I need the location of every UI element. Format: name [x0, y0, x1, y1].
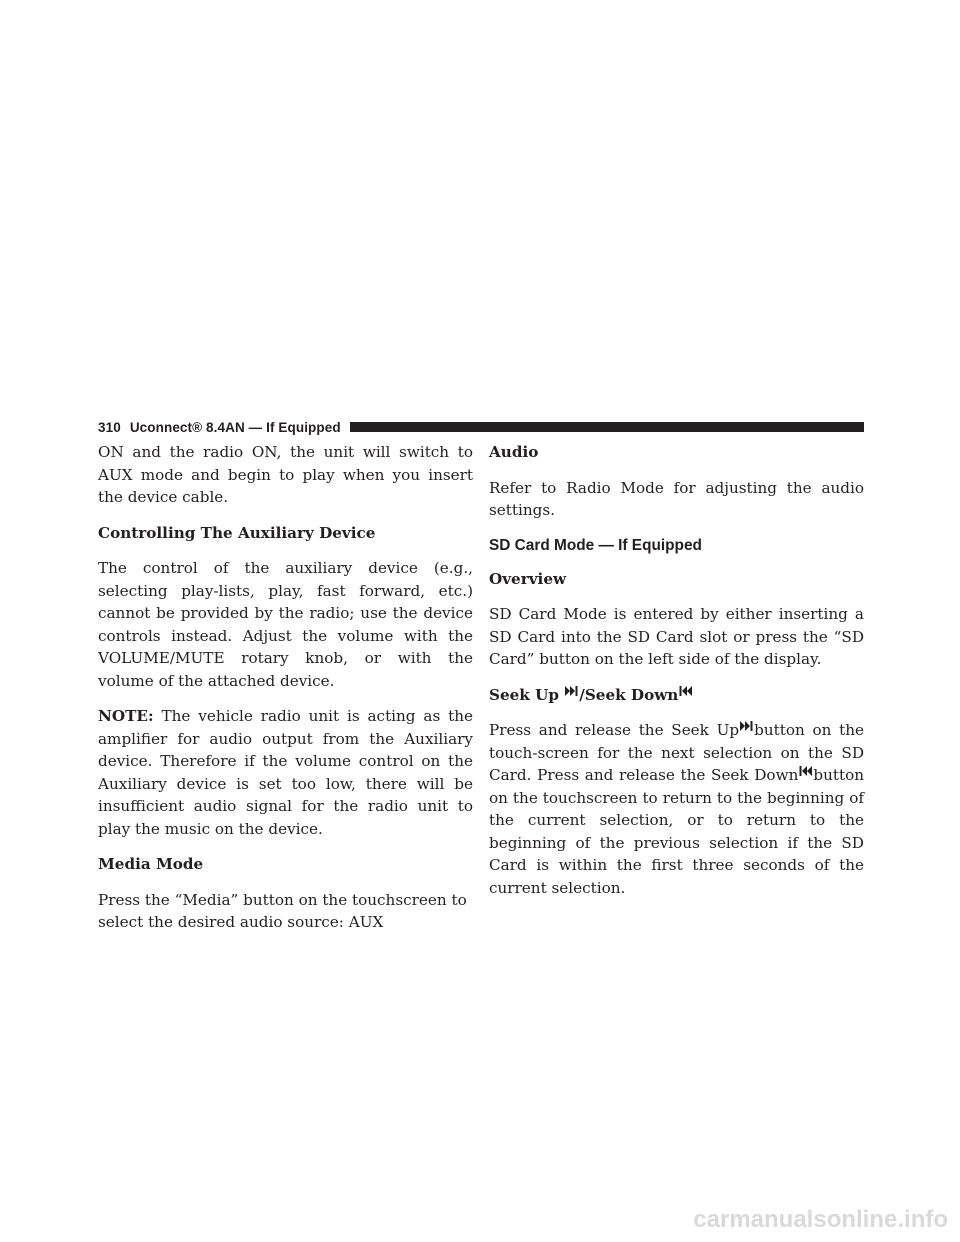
chapter-title: Uconnect® 8.4AN — If Equipped: [129, 419, 341, 435]
media-mode-paragraph: Press the “Media” button on the touchscreen to select the desired audio source: AUX: [98, 890, 467, 931]
seek-down-icon: [799, 766, 812, 776]
seek-up-label: Seek Up: [489, 685, 559, 704]
audio-heading: Audio: [489, 443, 539, 461]
seek-text-3: button on the touchscreen to return to the beginning of the current selection, or to return to the beginning of the previous selection if the SD Card is within the first three seconds of the current selection.: [489, 766, 864, 897]
page-header: [98, 418, 864, 436]
overview-heading: Overview: [489, 569, 567, 588]
controlling-heading: Controlling The Auxiliary Device: [98, 523, 376, 542]
controlling-paragraph: The control of the auxiliary device (e.g., selecting play-lists, play, fast forward, etc.) cannot be provided by the radio; use the device controls instead. Adjust the volume with the VOLUME/MUTE rotary knob, or with the volume of the attached device.: [98, 559, 473, 690]
seek-down-icon: [679, 686, 692, 696]
seek-paragraph: [489, 719, 864, 899]
sd-card-section-title: SD Card Mode — If Equipped: [489, 536, 702, 554]
page-number: 310: [98, 419, 121, 435]
seek-up-icon: [740, 721, 753, 731]
seek-heading: [489, 684, 864, 707]
seek-text-2: button on the touch-screen for the next selection on the SD Card. Press and release the Seek Down: [489, 721, 864, 784]
overview-paragraph: SD Card Mode is entered by either inserting a SD Card into the SD Card slot or press the “SD Card” button on the left side of the display.: [489, 605, 864, 668]
note-body: The vehicle radio unit is acting as the amplifier for audio output from the Auxiliary device. Therefore if the volume control on the Auxiliary device is set too low, there will be insufficient audio signal for the radio unit to play the music on the device.: [98, 707, 473, 838]
header-rule: [350, 422, 864, 432]
watermark: carmanualsonline.info: [693, 1206, 948, 1233]
seek-text-1: Press and release the Seek Up: [489, 721, 740, 739]
media-mode-heading: Media Mode: [98, 855, 204, 873]
seek-up-icon: [565, 686, 578, 696]
audio-paragraph: Refer to Radio Mode for adjusting the audio settings.: [489, 478, 864, 519]
intro-paragraph: ON and the radio ON, the unit will switch to AUX mode and begin to play when you insert the device cable.: [98, 443, 473, 506]
left-column: [98, 441, 473, 947]
seek-down-label: /Seek Down: [579, 685, 679, 704]
note-paragraph: [98, 705, 473, 840]
right-column: [489, 441, 864, 912]
note-label: NOTE:: [98, 707, 154, 725]
